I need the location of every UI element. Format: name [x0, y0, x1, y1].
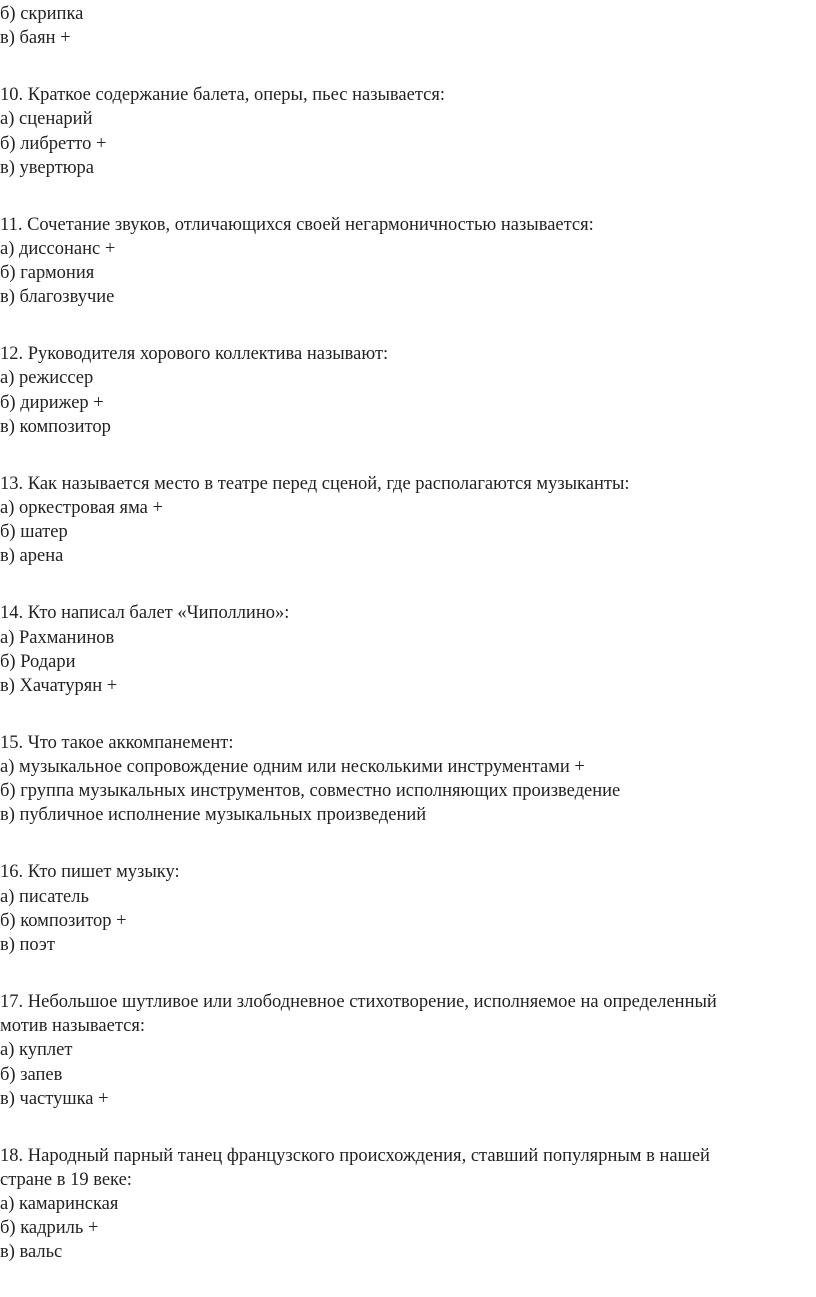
answer-option: б) шатер — [0, 522, 68, 543]
answer-option: а) камаринская — [0, 1194, 119, 1215]
question-block-15 — [0, 731, 816, 828]
question-block-11 — [0, 213, 816, 310]
question-text: 16. Кто пишет музыку: — [0, 862, 180, 883]
question-block-17 — [0, 990, 816, 1111]
question-text: 15. Что такое аккомпанемент: — [0, 732, 234, 753]
question-text: 10. Краткое содержание балета, оперы, пьес называется: — [0, 85, 446, 106]
question-text: 11. Сочетание звуков, отличающихся своей негармоничностью называется: — [0, 214, 594, 235]
question-text: 12. Руководителя хорового коллектива называют: — [0, 344, 389, 365]
answer-option: а) оркестровая яма + — [0, 498, 163, 518]
answer-option: а) куплет — [0, 1040, 73, 1061]
answer-option: б) скрипка — [0, 4, 84, 24]
answer-option: б) дирижер + — [0, 392, 104, 413]
question-text: 17. Небольшое шутливое или злободневное стихотворение, исполняемое на определенный — [0, 992, 717, 1012]
answer-option: в) баян + — [0, 28, 71, 49]
question-block-18 — [0, 1144, 816, 1265]
answer-option: б) запев — [0, 1064, 63, 1085]
answer-option: а) режиссер — [0, 368, 94, 389]
answer-option: б) либретто + — [0, 133, 107, 154]
answer-option: в) Хачатурян + — [0, 675, 118, 696]
answer-option: а) Рахманинов — [0, 627, 115, 648]
answer-option: а) сценарий — [0, 109, 93, 130]
question-block-16 — [0, 860, 816, 957]
answer-option: б) Родари — [0, 651, 76, 672]
question-text: 18. Народный парный танец французского происхождения, ставший популярным в нашей — [0, 1145, 710, 1166]
answer-option: б) композитор + — [0, 910, 127, 931]
answer-option: б) кадриль + — [0, 1218, 99, 1239]
answer-option: а) музыкальное сопровождение одним или несколькими инструментами + — [0, 757, 585, 778]
answer-option: в) композитор — [0, 416, 111, 437]
question-block-12 — [0, 342, 816, 439]
question-block-14 — [0, 601, 816, 698]
question-block-13 — [0, 472, 816, 569]
answer-option: а) диссонанс + — [0, 238, 116, 259]
question-text-continued: мотив называется: — [0, 1016, 145, 1037]
answer-option: в) вальс — [0, 1242, 63, 1263]
answer-option: в) благозвучие — [0, 287, 115, 308]
answer-option: в) увертюра — [0, 157, 94, 178]
question-text: 13. Как называется место в театре перед сценой, где располагаются музыканты: — [0, 473, 630, 494]
answer-option: в) публичное исполнение музыкальных произведений — [0, 805, 427, 826]
answer-option: в) арена — [0, 546, 64, 567]
question-text: 14. Кто написал балет «Чиполлино»: — [0, 603, 290, 624]
answer-option: б) группа музыкальных инструментов, совместно исполняющих произведение — [0, 781, 621, 802]
fragment-block — [0, 2, 816, 50]
answer-option: б) гармония — [0, 263, 95, 284]
answer-option: в) поэт — [0, 935, 55, 956]
answer-option: а) писатель — [0, 886, 89, 907]
question-text-continued: стране в 19 веке: — [0, 1169, 132, 1190]
question-block-10 — [0, 83, 816, 180]
answer-option: в) частушка + — [0, 1088, 109, 1109]
